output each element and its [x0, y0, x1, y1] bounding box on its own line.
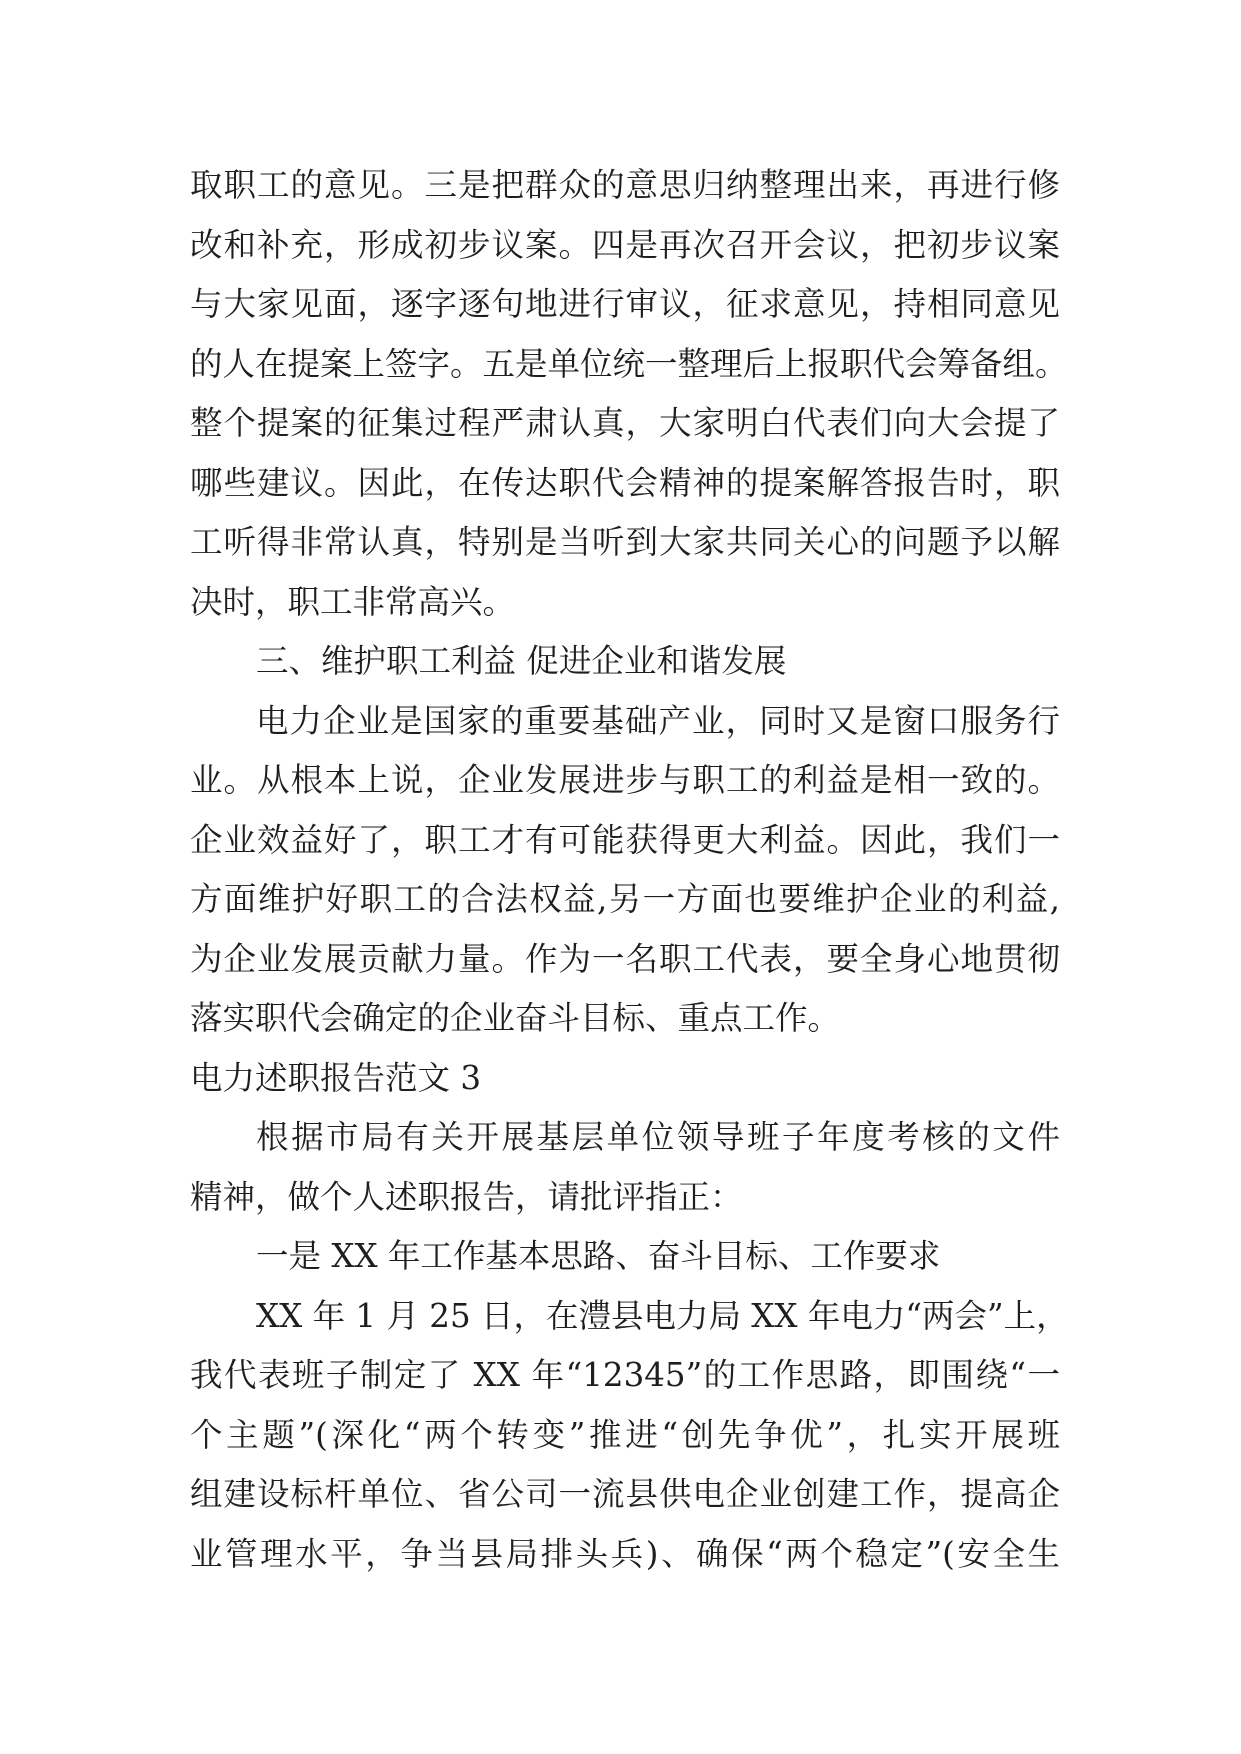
paragraph-line: 精神，做个人述职报告，请批评指正：	[190, 1177, 743, 1216]
paragraph-line: 我代表班子制定了 XX 年“12345”的工作思路，即围绕“一	[190, 1356, 1060, 1394]
section-heading: 三、维护职工利益 促进企业和谐发展	[256, 642, 787, 680]
paragraph-line: 与大家见面，逐字逐句地进行审议，征求意见，持相同意见	[190, 285, 1060, 323]
paragraph-line: XX 年 1 月 25 日，在澧县电力局 XX 年电力“两会”上，	[256, 1296, 1069, 1335]
paragraph-line: 组建设标杆单位、省公司一流县供电企业创建工作，提高企	[190, 1475, 1060, 1513]
paragraph-line: 方面维护好职工的合法权益,另一方面也要维护企业的利益,	[190, 880, 1060, 918]
paragraph-line: 取职工的意见。三是把群众的意思归纳整理出来，再进行修	[190, 166, 1060, 204]
paragraph-line: 整个提案的征集过程严肃认真，大家明白代表们向大会提了	[190, 404, 1060, 442]
paragraph-line: 工听得非常认真，特别是当听到大家共同关心的问题予以解	[190, 523, 1060, 561]
paragraph-line: 哪些建议。因此，在传达职代会精神的提案解答报告时，职	[190, 463, 1060, 502]
paragraph-line: 改和补充，形成初步议案。四是再次召开会议，把初步议案	[190, 225, 1060, 264]
paragraph-line: 决时，职工非常高兴。	[190, 582, 516, 621]
paragraph-line: 根据市局有关开展基层单位领导班子年度考核的文件	[256, 1118, 1060, 1156]
paragraph-line: 个主题”(深化“两个转变”推进“创先争优”，扎实开展班	[190, 1415, 1060, 1454]
document-body	[190, 156, 1069, 1584]
paragraph-line: 电力企业是国家的重要基础产业，同时又是窗口服务行	[256, 701, 1060, 740]
paragraph-line: 业。从根本上说，企业发展进步与职工的利益是相一致的。	[190, 761, 1060, 799]
paragraph-line: 企业效益好了，职工才有可能获得更大利益。因此，我们一	[190, 820, 1060, 859]
paragraph-line: 业管理水平，争当县局排头兵)、确保“两个稳定”(安全生	[190, 1534, 1060, 1573]
paragraph-line: 的人在提案上签字。五是单位统一整理后上报职代会筹备组。	[190, 344, 1068, 383]
document-title: 电力述职报告范文 3	[190, 1058, 482, 1097]
section-heading: 一是 XX 年工作基本思路、奋斗目标、工作要求	[256, 1237, 941, 1275]
paragraph-line: 为企业发展贡献力量。作为一名职工代表，要全身心地贯彻	[190, 939, 1060, 978]
paragraph-line: 落实职代会确定的企业奋斗目标、重点工作。	[190, 999, 841, 1037]
